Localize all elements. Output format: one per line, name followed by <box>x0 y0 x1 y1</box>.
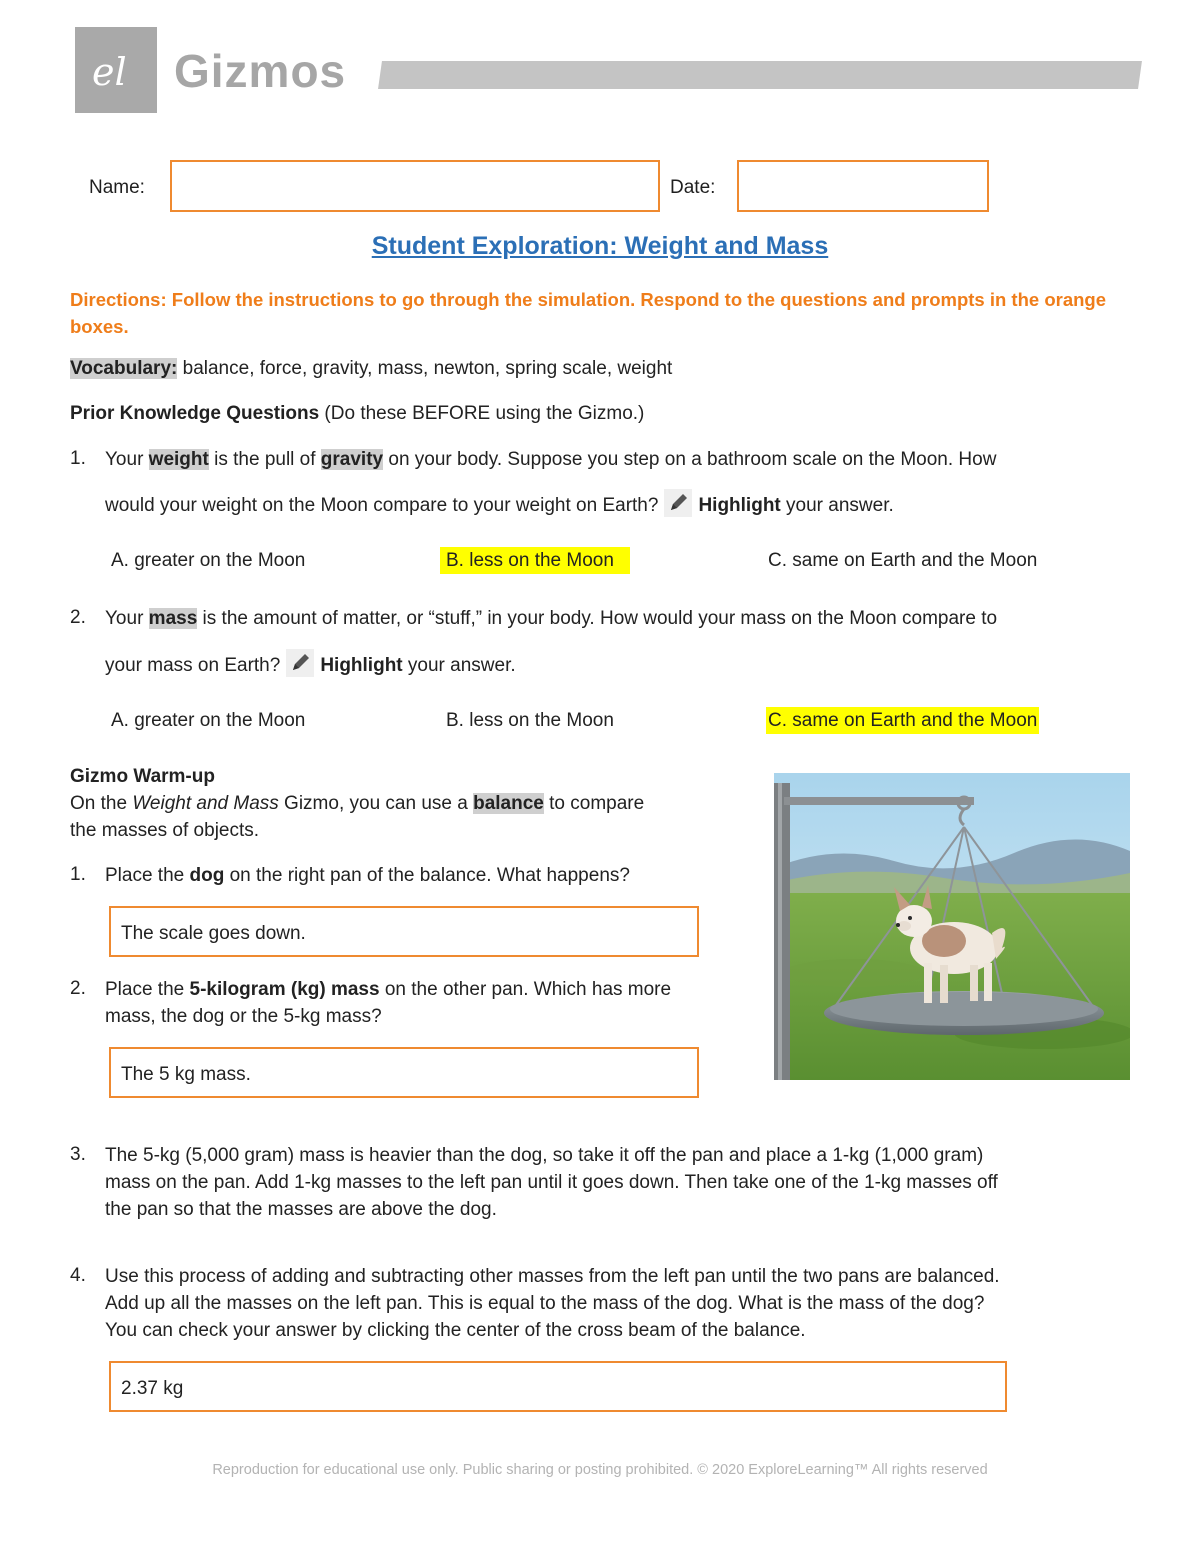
warmup-q3-line3: the pan so that the masses are above the dog. <box>105 1199 497 1220</box>
warmup-q2-text1: Place the <box>105 979 190 1000</box>
warmup-q1-text <box>105 862 630 889</box>
warmup-intro-text3: to compare <box>543 793 645 814</box>
warmup-intro-line1 <box>70 790 644 817</box>
pk-q1-text3: on your body. Suppose you step on a bathroom scale on the Moon. How <box>383 449 997 470</box>
pk-q1-text4: would your weight on the Moon compare to your weight on Earth? <box>105 495 659 516</box>
warmup-intro-text2: Gizmo, you can use a <box>278 793 474 814</box>
vocabulary-line <box>70 355 672 382</box>
warmup-q1-number: 1. <box>70 864 86 885</box>
dog-on-balance-image <box>774 773 1130 1080</box>
warmup-q3-line2: mass on the pan. Add 1-kg masses to the left pan until it goes down. Then take one of the 1-kg masses off <box>105 1172 998 1193</box>
explorelearning-logo-icon <box>75 27 157 113</box>
pk-q2-option-a[interactable]: A. greater on the Moon <box>111 710 306 731</box>
warmup-q2-line2: mass, the dog or the 5-kg mass? <box>105 1006 382 1027</box>
pk-q2-mass-term: mass <box>148 608 198 629</box>
warmup-heading: Gizmo Warm-up <box>70 766 215 787</box>
pk-q1-gravity-term: gravity <box>320 449 384 470</box>
page-title: Student Exploration: Weight and Mass <box>371 232 829 260</box>
warmup-q4-line3: You can check your answer by clicking the center of the cross beam of the balance. <box>105 1320 806 1341</box>
pk-q1-line2 <box>105 489 894 519</box>
warmup-balance-term: balance <box>473 793 544 814</box>
logo-text: el <box>92 50 127 94</box>
warmup-q2-bold: 5-kilogram (kg) mass <box>189 979 380 1000</box>
warmup-q1-answer-box[interactable] <box>109 906 699 957</box>
pk-q1-option-b-selected[interactable]: B. less on the Moon <box>440 547 630 574</box>
warmup-q4-number: 4. <box>70 1265 86 1286</box>
name-field[interactable] <box>170 160 660 212</box>
pk-q2-line1 <box>105 605 997 632</box>
pk-q1-option-c[interactable]: C. same on Earth and the Moon <box>768 550 1038 571</box>
vocabulary-label: Vocabulary: <box>70 358 178 379</box>
pk-q1-text2: is the pull of <box>208 449 321 470</box>
prior-knowledge-heading: Prior Knowledge Questions <box>70 403 320 424</box>
warmup-intro-line2: the masses of objects. <box>70 820 260 841</box>
warmup-q4-line1: Use this process of adding and subtracting other masses from the left pan until the two pans are balanced. <box>105 1266 1000 1287</box>
footer-copyright: Reproduction for educational use only. Public sharing or posting prohibited. © 2020 ExploreLearning™ All rights reserved <box>212 1462 988 1478</box>
name-label: Name: <box>89 177 145 198</box>
pk-q1-line1 <box>105 446 996 473</box>
warmup-q2-number: 2. <box>70 978 86 999</box>
pk-q2-option-c-selected[interactable]: C. same on Earth and the Moon <box>766 707 1039 734</box>
pk-q1-text1: Your <box>105 449 149 470</box>
date-label: Date: <box>670 177 716 198</box>
warmup-q4-answer: 2.37 kg <box>121 1378 184 1399</box>
warmup-q4-line2: Add up all the masses on the left pan. This is equal to the mass of the dog. What is the mass of the dog? <box>105 1293 985 1314</box>
warmup-q2-answer-box[interactable] <box>109 1047 699 1098</box>
pk-q2-highlight-word: Highlight <box>320 655 403 676</box>
header-decorative-bar <box>378 61 1142 89</box>
warmup-q4-answer-box[interactable] <box>109 1361 1007 1412</box>
directions-text: Directions: Follow the instructions to go through the simulation. Respond to the questions and prompts in the orange boxes. <box>70 289 1106 337</box>
pencil-icon <box>286 649 314 677</box>
pk-q1-number: 1. <box>70 448 86 469</box>
pk-q2-option-b[interactable]: B. less on the Moon <box>446 710 614 731</box>
pk-q2-text1: Your <box>105 608 149 629</box>
warmup-q1-text1: Place the <box>105 865 190 886</box>
warmup-q2-text2: on the other pan. Which has more <box>379 979 672 1000</box>
pk-q1-text5: your answer. <box>780 495 894 516</box>
vocabulary-terms: balance, force, gravity, mass, newton, spring scale, weight <box>177 358 673 379</box>
pk-q1-option-a[interactable]: A. greater on the Moon <box>111 550 306 571</box>
pk-q1-highlight-word: Highlight <box>698 495 781 516</box>
prior-knowledge-heading-line <box>70 400 644 427</box>
brand-name: Gizmos <box>174 45 347 97</box>
pk-q2-text2: is the amount of matter, or “stuff,” in your body. How would your mass on the Moon compare to <box>197 608 998 629</box>
warmup-intro-text1: On the <box>70 793 133 814</box>
date-field[interactable] <box>737 160 989 212</box>
pk-q1-weight-term: weight <box>148 449 209 470</box>
pencil-icon <box>664 489 692 517</box>
pk-q2-text5: your answer. <box>402 655 516 676</box>
prior-knowledge-note: (Do these BEFORE using the Gizmo.) <box>319 403 645 424</box>
warmup-intro-italic: Weight and Mass <box>132 793 279 814</box>
warmup-q3-line1: The 5-kg (5,000 gram) mass is heavier than the dog, so take it off the pan and place a 1-kg (1,000 gram) <box>105 1145 984 1166</box>
warmup-q2-answer: The 5 kg mass. <box>121 1064 251 1085</box>
warmup-q1-answer: The scale goes down. <box>121 923 306 944</box>
warmup-q1-bold: dog <box>189 865 225 886</box>
pk-q2-text4: your mass on Earth? <box>105 655 281 676</box>
warmup-q2-line1 <box>105 976 671 1003</box>
warmup-q1-text2: on the right pan of the balance. What happens? <box>224 865 630 886</box>
warmup-q3-number: 3. <box>70 1144 86 1165</box>
pk-q2-number: 2. <box>70 607 86 628</box>
pk-q2-line2 <box>105 649 516 679</box>
